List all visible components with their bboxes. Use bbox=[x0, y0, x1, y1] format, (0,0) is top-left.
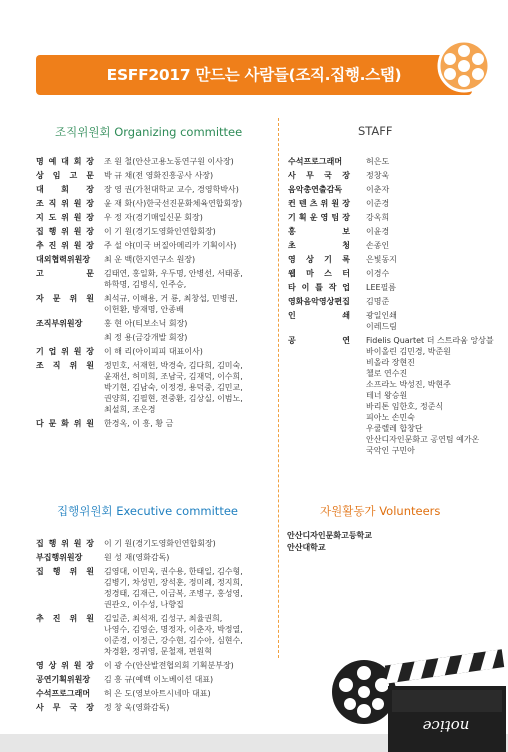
member-names: 최석규, 이해용, 거 룡, 최창섭, 민병권, bbox=[104, 294, 238, 303]
member-row bbox=[36, 254, 304, 266]
member-row bbox=[288, 240, 508, 252]
role-label: 추 진 위 원 장 bbox=[36, 241, 94, 250]
member-names: 비올라 장현진 bbox=[366, 358, 415, 367]
role-label: 기 업 위 원 장 bbox=[36, 347, 94, 356]
member-names: 이윤경 bbox=[366, 227, 390, 236]
member-row bbox=[36, 688, 304, 700]
member-row bbox=[288, 184, 508, 196]
member-row bbox=[288, 254, 508, 266]
member-names: 김 흥 규(예백 이노베이션 대표) bbox=[104, 675, 214, 684]
volunteer-item: 안산디자인문화고등학교 bbox=[287, 531, 373, 540]
organizing-committee-title bbox=[55, 124, 242, 140]
header-bar bbox=[36, 55, 472, 95]
member-names: 이 기 원(경기도영화인연합회장) bbox=[104, 539, 216, 548]
member-row bbox=[36, 226, 304, 238]
member-names: 권양희, 김필현, 전중환, 김상실, 이범노, bbox=[104, 394, 243, 403]
staff-title: STAFF bbox=[358, 124, 393, 138]
role-label: 추 진 위 원 bbox=[36, 614, 94, 623]
member-names: 이경수 bbox=[366, 269, 390, 278]
member-names: 소프라노 박성진, 박현주 bbox=[366, 380, 451, 389]
member-names: 김명준 bbox=[366, 297, 390, 306]
member-names: 바이올린 김민경, 박준원 bbox=[366, 347, 451, 356]
member-names: 권관오, 이수성, 나향집 bbox=[104, 600, 184, 609]
role-label: 음악총연출감독 bbox=[288, 185, 343, 194]
member-names: 국악인 구민아 bbox=[366, 446, 415, 455]
member-names: 정민호, 서재헌, 박경숙, 김다희, 김미숙, bbox=[104, 361, 243, 370]
member-row bbox=[36, 660, 304, 672]
role-label: 기 획 운 영 팀 장 bbox=[288, 213, 350, 222]
role-label: 수석프로그래머 bbox=[36, 689, 91, 698]
member-names: 이 기 원(경기도영화인연합회장) bbox=[104, 227, 216, 236]
member-row bbox=[36, 184, 304, 196]
member-names: 박기현, 김남숙, 이정경, 용덕중, 김민교, bbox=[104, 383, 243, 392]
member-names: 차경환, 정귀영, 문철재, 편원혁 bbox=[104, 647, 212, 656]
member-row bbox=[288, 296, 508, 308]
member-row bbox=[36, 702, 304, 714]
member-row bbox=[36, 360, 304, 416]
member-names: 이 광 수(안산발전협의회 기획분부장) bbox=[104, 661, 234, 670]
role-label: 조 직 위 원 장 bbox=[36, 199, 94, 208]
member-names: 홍 현 아(티보소닉 회장) bbox=[104, 319, 188, 328]
member-names: 바리톤 임한호, 정준식 bbox=[366, 402, 444, 411]
member-row bbox=[288, 212, 508, 224]
member-row bbox=[36, 318, 304, 330]
member-names: 허은도 bbox=[366, 157, 390, 166]
role-label: 사 무 국 장 bbox=[36, 703, 94, 712]
member-names: 김일준, 최석재, 김성구, 최율권희, bbox=[104, 614, 223, 623]
member-row bbox=[36, 346, 304, 358]
member-names: 정 창 욱(영화감독) bbox=[104, 703, 170, 712]
role-label: 타 이 틀 작 업 bbox=[288, 283, 350, 292]
member-row bbox=[288, 226, 508, 238]
role-label: 명 예 대 회 장 bbox=[36, 157, 94, 166]
role-label: 자 문 위 원 bbox=[36, 294, 94, 303]
role-label: 영화음악영상편집 bbox=[288, 297, 350, 306]
member-names: 안산디자인문화고 공연팀 예가온 bbox=[366, 435, 480, 444]
member-names: 광일인쇄 bbox=[366, 311, 397, 320]
member-names: 주 설 야(미국 버질아메리카 기획이사) bbox=[104, 241, 237, 250]
member-names: 이준경, 이정근, 강수현, 김수아, 심현수, bbox=[104, 636, 243, 645]
role-label: 사 무 국 장 bbox=[288, 171, 350, 180]
member-names: 한경옥, 이 흥, 황 금 bbox=[104, 419, 174, 428]
member-row bbox=[36, 198, 304, 210]
member-names: 피아노 손민숙 bbox=[366, 413, 415, 422]
member-row bbox=[36, 156, 304, 168]
member-names: 이레드림 bbox=[366, 322, 397, 331]
member-names: 이 해 리(아이피피 대표이사) bbox=[104, 347, 203, 356]
executive-committee-title: 집행위원회 Executive committee bbox=[57, 504, 238, 518]
member-names: 윤 재 화(사)한국선진문화체육연합회장) bbox=[104, 199, 243, 208]
role-label: 공 연 bbox=[288, 336, 350, 345]
member-names: 테너 왕승원 bbox=[366, 391, 408, 400]
role-label: 조직부위원장 bbox=[36, 319, 83, 328]
member-row bbox=[36, 293, 304, 316]
member-names: 김태연, 홍일화, 우두명, 안병선, 서태종, bbox=[104, 269, 243, 278]
member-row bbox=[288, 282, 508, 294]
member-names: 이준경 bbox=[366, 199, 390, 208]
member-names: LEE필름 bbox=[366, 283, 397, 292]
member-names: 김영대, 이민욱, 권수용, 한태일, 김수형, bbox=[104, 567, 243, 576]
member-row bbox=[36, 268, 304, 291]
member-row bbox=[36, 418, 304, 430]
member-row bbox=[36, 566, 304, 611]
role-label: 홍 보 bbox=[288, 227, 350, 236]
member-names: 우 정 자(경기매일신문 회장) bbox=[104, 213, 203, 222]
page-title: ESFF2017 만드는 사람들(조직.집행.스탭) bbox=[106, 66, 402, 84]
member-names: 최설희, 조은경 bbox=[104, 405, 156, 414]
member-row bbox=[36, 212, 304, 224]
role-label: 영 상 위 원 장 bbox=[36, 661, 94, 670]
member-row bbox=[288, 156, 508, 168]
member-row bbox=[36, 538, 304, 550]
member-names: 우쿨렐레 합창단 bbox=[366, 424, 423, 433]
role-label: 인 쇄 bbox=[288, 311, 350, 320]
member-row bbox=[36, 613, 304, 658]
role-label: 지 도 위 원 장 bbox=[36, 213, 94, 222]
member-row bbox=[288, 198, 508, 210]
volunteer-item: 안산대학교 bbox=[287, 543, 326, 552]
member-names: 은빛동지 bbox=[366, 255, 397, 264]
role-label: 집 행 위 원 장 bbox=[36, 539, 94, 548]
role-label: 조 직 위 원 bbox=[36, 361, 94, 370]
member-names: 정경태, 김재근, 이금복, 조병구, 홍성영, bbox=[104, 589, 243, 598]
member-names: 이헌환, 방재명, 안종배 bbox=[104, 305, 184, 314]
film-reel-icon bbox=[436, 38, 492, 94]
role-label: 부집행위원장 bbox=[36, 553, 83, 562]
member-names: Fidelis Quartet 더 스트라움 앙상블 bbox=[366, 336, 494, 345]
member-row bbox=[288, 170, 508, 182]
role-label: 고 문 bbox=[36, 269, 94, 278]
clapper-label: notice bbox=[422, 717, 470, 735]
member-names: 허 은 도(영보아트시네마 대표) bbox=[104, 689, 211, 698]
member-row bbox=[36, 332, 304, 344]
member-names: 나영수, 김영순, 명정자, 이춘자, 박정열, bbox=[104, 625, 243, 634]
member-names: 강옥희 bbox=[366, 213, 390, 222]
role-label: 집 행 위 원 장 bbox=[36, 227, 94, 236]
member-names: 최 운 백(한지연구소 원장) bbox=[104, 255, 196, 264]
clapperboard-icon bbox=[330, 630, 508, 752]
role-label: 대 회 장 bbox=[36, 185, 94, 194]
role-label: 공연기획위원장 bbox=[36, 675, 91, 684]
member-row bbox=[288, 310, 508, 333]
member-names: 첼로 연수진 bbox=[366, 369, 408, 378]
member-names: 최 정 용(금강개발 회장) bbox=[104, 333, 188, 342]
member-names: 박 규 채(전 영화진흥공사 사장) bbox=[104, 171, 214, 180]
role-label: 대외협력위원장 bbox=[36, 255, 91, 264]
member-names: 정창욱 bbox=[366, 171, 390, 180]
member-names: 조 원 철(안산고용노동연구원 이사장) bbox=[104, 157, 234, 166]
role-label: 상 임 고 문 bbox=[36, 171, 94, 180]
role-label: 영 상 기 록 bbox=[288, 255, 350, 264]
member-names: 이춘자 bbox=[366, 185, 390, 194]
member-row bbox=[36, 674, 304, 686]
role-label: 다 문 화 위 원 bbox=[36, 419, 94, 428]
organizing-title-text: 조직위원회 Organizing committee bbox=[55, 125, 243, 139]
member-names: 윤재선, 허미희, 조남국, 김재덕, 이수희, bbox=[104, 372, 243, 381]
member-names: 김병기, 차성민, 장석훈, 정미례, 정지희, bbox=[104, 578, 243, 587]
member-names: 하학명, 김병식, 인주승, bbox=[104, 280, 187, 289]
member-row bbox=[36, 240, 304, 252]
role-label: 초 청 bbox=[288, 241, 350, 250]
member-names: 원 성 재(영화감독) bbox=[104, 553, 170, 562]
member-row bbox=[36, 170, 304, 182]
volunteers-title: 자원활동가 Volunteers bbox=[320, 504, 441, 518]
role-label: 집 행 위 원 bbox=[36, 567, 94, 576]
member-row bbox=[288, 335, 508, 457]
role-label: 수석프로그래머 bbox=[288, 157, 343, 166]
member-row bbox=[36, 552, 304, 564]
member-names: 장 영 권(가천대학교 교수, 경영학박사) bbox=[104, 185, 239, 194]
role-label: 웹 마 스 터 bbox=[288, 269, 350, 278]
member-row bbox=[288, 268, 508, 280]
member-names: 손종인 bbox=[366, 241, 390, 250]
role-label: 컨 텐 츠 위 원 장 bbox=[288, 199, 350, 208]
